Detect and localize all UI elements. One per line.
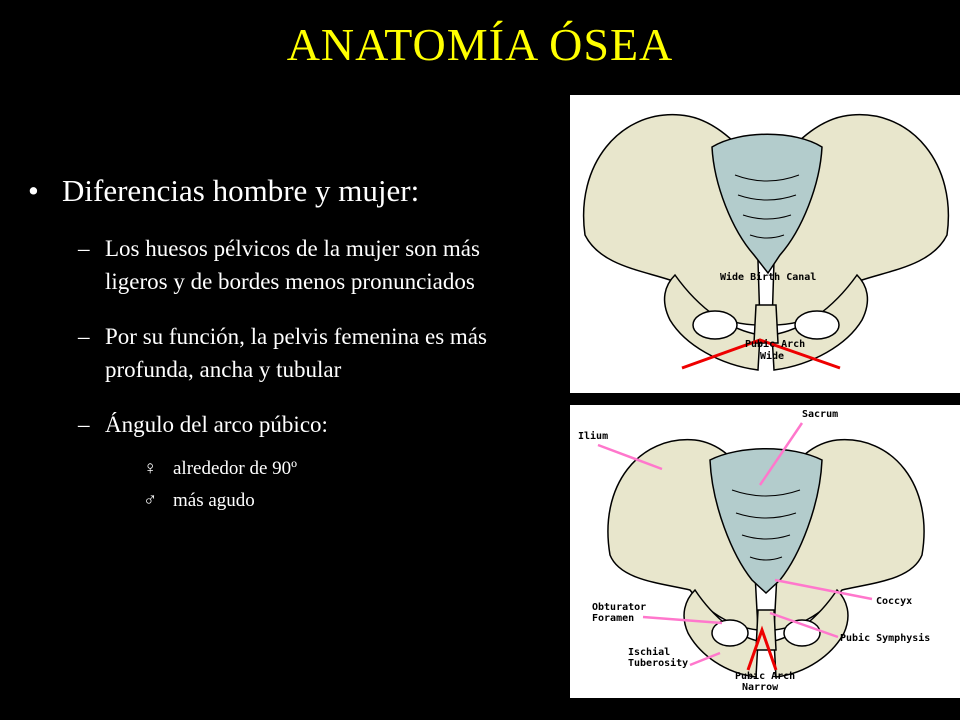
pubic-arch-wide-label: Wide (760, 351, 785, 362)
angle-item-text: más agudo (173, 490, 255, 511)
birth-canal-label: Wide Birth Canal (720, 272, 817, 283)
tuberosity-label: Tuberosity (628, 658, 689, 669)
bullet-list (28, 172, 548, 517)
sub-item (28, 408, 548, 441)
pubic-arch-label: Pubic Arch (745, 339, 806, 350)
sacrum-label: Sacrum (802, 409, 839, 420)
sub-item-text: Ángulo del arco púbico: (105, 412, 328, 437)
angle-item-male (28, 485, 548, 517)
dash-mark: – (78, 236, 90, 261)
bullet-main (28, 172, 548, 210)
angle-item-female (28, 453, 548, 485)
sub-item (28, 232, 548, 298)
slide-title: ANATOMÍA ÓSEA (286, 19, 674, 70)
obturator-label: Obturator (592, 602, 647, 613)
pubic-arch-label: Pubic Arch (735, 671, 796, 682)
sub-item (28, 320, 548, 386)
bullet-main-text: Diferencias hombre y mujer: (62, 173, 420, 208)
sub-item-text: Por su función, la pelvis femenina es más profunda, ancha y tubular (105, 324, 487, 382)
pubic-arch-narrow-label: Narrow (742, 682, 779, 693)
angle-item-text: alrededor de 90º (173, 458, 298, 479)
dash-mark: – (78, 412, 90, 437)
bullet-dot: • (28, 173, 39, 208)
foramen-label: Foramen (592, 613, 635, 624)
male-symbol-icon: ♂ (143, 490, 158, 511)
ilium-label: Ilium (578, 431, 609, 442)
dash-mark: – (78, 324, 90, 349)
ischial-label: Ischial (628, 647, 671, 658)
sub-item-text: Los huesos pélvicos de la mujer son más ligeros y de bordes menos pronunciados (105, 236, 480, 294)
female-pelvis-figure (570, 95, 960, 393)
male-pelvis-figure (570, 405, 960, 698)
pubic-symphysis-label: Pubic Symphysis (840, 633, 931, 644)
coccyx-label: Coccyx (876, 596, 913, 607)
female-symbol-icon: ♀ (143, 458, 158, 479)
